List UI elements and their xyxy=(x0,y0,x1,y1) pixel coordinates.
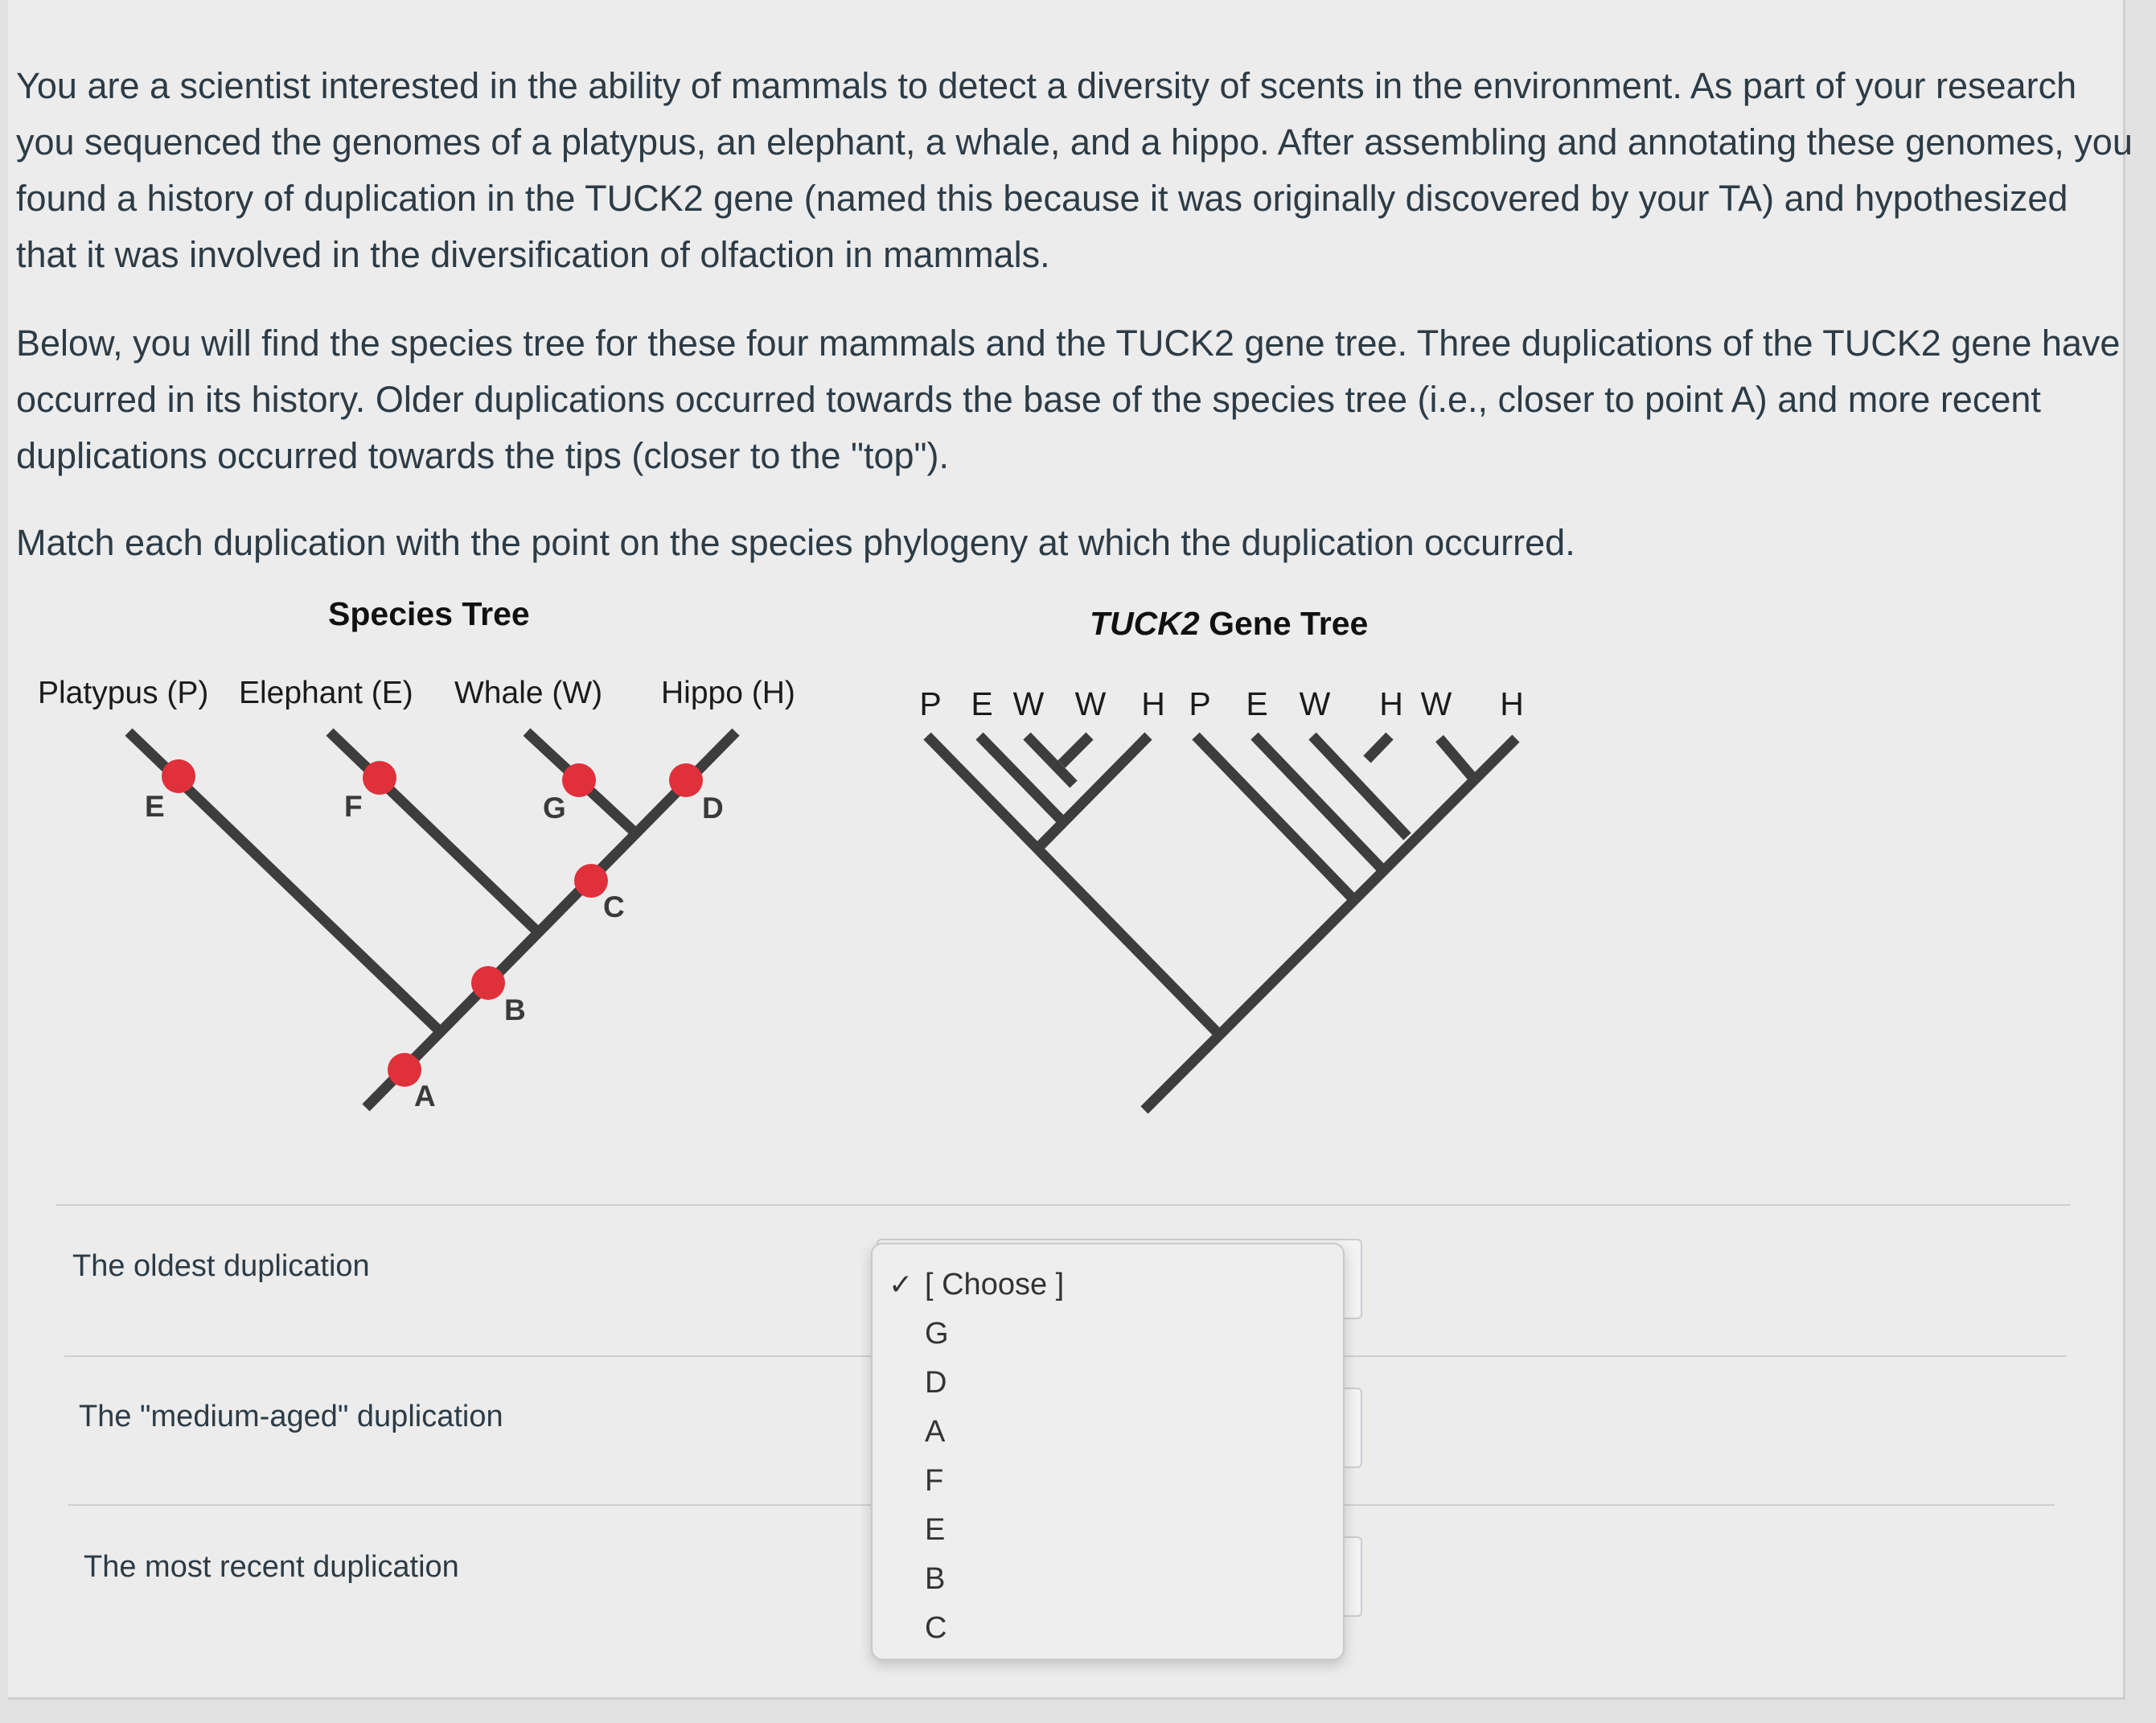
dropdown-option-a[interactable]: A xyxy=(925,1415,946,1449)
point-label-a: A xyxy=(414,1079,436,1112)
dropdown-option-b[interactable]: B xyxy=(925,1562,946,1596)
dropdown-option-e[interactable]: E xyxy=(925,1513,946,1547)
row-divider xyxy=(56,1204,2071,1206)
gene-tip-label: E xyxy=(1246,685,1268,722)
species-label-platypus: Platypus (P) xyxy=(38,676,209,710)
gene-tree-title-rest: Gene Tree xyxy=(1199,605,1369,642)
gene-tip-label: P xyxy=(1189,685,1211,722)
gene-tip-label: E xyxy=(971,685,993,722)
gene-tip-label: W xyxy=(1299,685,1331,722)
match-label-recent: The most recent duplication xyxy=(84,1550,459,1584)
match-label-medium: The "medium-aged" duplication xyxy=(79,1400,503,1433)
gene-tree-branch xyxy=(1367,736,1390,759)
text-line: you sequenced the genomes of a platypus, an elephant, a whale, and a hippo. After assembling and annotating these genomes, you xyxy=(16,121,2133,162)
point-label-g: G xyxy=(543,792,566,824)
text-line: that it was involved in the diversification of olfaction in mammals. xyxy=(16,234,1050,275)
dropdown-option-g[interactable]: G xyxy=(925,1317,949,1351)
point-label-c: C xyxy=(603,890,625,923)
text-line: You are a scientist interested in the ability of mammals to detect a diversity of scents in the environment. As part of your research xyxy=(16,65,2077,106)
gene-tree-diagram xyxy=(0,0,1608,1126)
species-label-hippo: Hippo (H) xyxy=(661,676,795,710)
gene-tip-label: H xyxy=(1141,685,1165,722)
gene-tree-branch xyxy=(1439,738,1472,776)
gene-tree-branch xyxy=(979,736,1066,824)
gene-tip-label: W xyxy=(1420,685,1452,722)
gene-tree-branch xyxy=(1037,736,1148,849)
text-line: Below, you will find the species tree for these four mammals and the TUCK2 gene tree. Three duplications of the TUCK2 gene have xyxy=(16,323,2121,364)
dropdown-option-d[interactable]: D xyxy=(925,1366,947,1400)
option-label: [ Choose ] xyxy=(925,1268,1065,1302)
gene-tree-branch xyxy=(1312,736,1407,837)
dropdown-option-c[interactable]: C xyxy=(925,1611,947,1645)
text-line: occurred in its history. Older duplications occurred towards the base of the species tree (i.e., closer to point A) and more recent xyxy=(16,379,2041,420)
species-tree-title: Species Tree xyxy=(328,595,530,632)
point-label-b: B xyxy=(504,993,526,1026)
duplication-dropdown-menu[interactable] xyxy=(871,1243,1345,1660)
gene-tip-label: P xyxy=(919,685,942,722)
species-label-elephant: Elephant (E) xyxy=(239,676,413,710)
gene-tip-label: H xyxy=(1500,685,1524,722)
text-line: Match each duplication with the point on the species phylogeny at which the duplication occurred. xyxy=(16,522,1575,563)
gene-tip-label: H xyxy=(1379,685,1403,722)
gene-tree-branch xyxy=(1144,738,1516,1110)
dropdown-option-f[interactable]: F xyxy=(925,1464,944,1498)
point-label-d: D xyxy=(702,792,724,824)
species-label-whale: Whale (W) xyxy=(454,676,603,710)
text-line: found a history of duplication in the TUCK2 gene (named this because it was originally discovered by your TA) and hypothesized xyxy=(16,178,2068,219)
gene-tip-label: W xyxy=(1074,685,1107,722)
point-label-e: E xyxy=(145,790,165,823)
match-label-oldest: The oldest duplication xyxy=(72,1249,370,1283)
point-label-f: F xyxy=(344,790,363,823)
gene-tip-label: W xyxy=(1012,685,1045,722)
text-line: duplications occurred towards the tips (closer to the "top"). xyxy=(16,435,950,476)
gene-name: TUCK2 xyxy=(1090,605,1200,642)
gene-tree-branch xyxy=(1062,736,1090,764)
checkmark-icon: ✓ xyxy=(889,1268,914,1301)
dropdown-option-choose[interactable] xyxy=(873,1260,1343,1309)
